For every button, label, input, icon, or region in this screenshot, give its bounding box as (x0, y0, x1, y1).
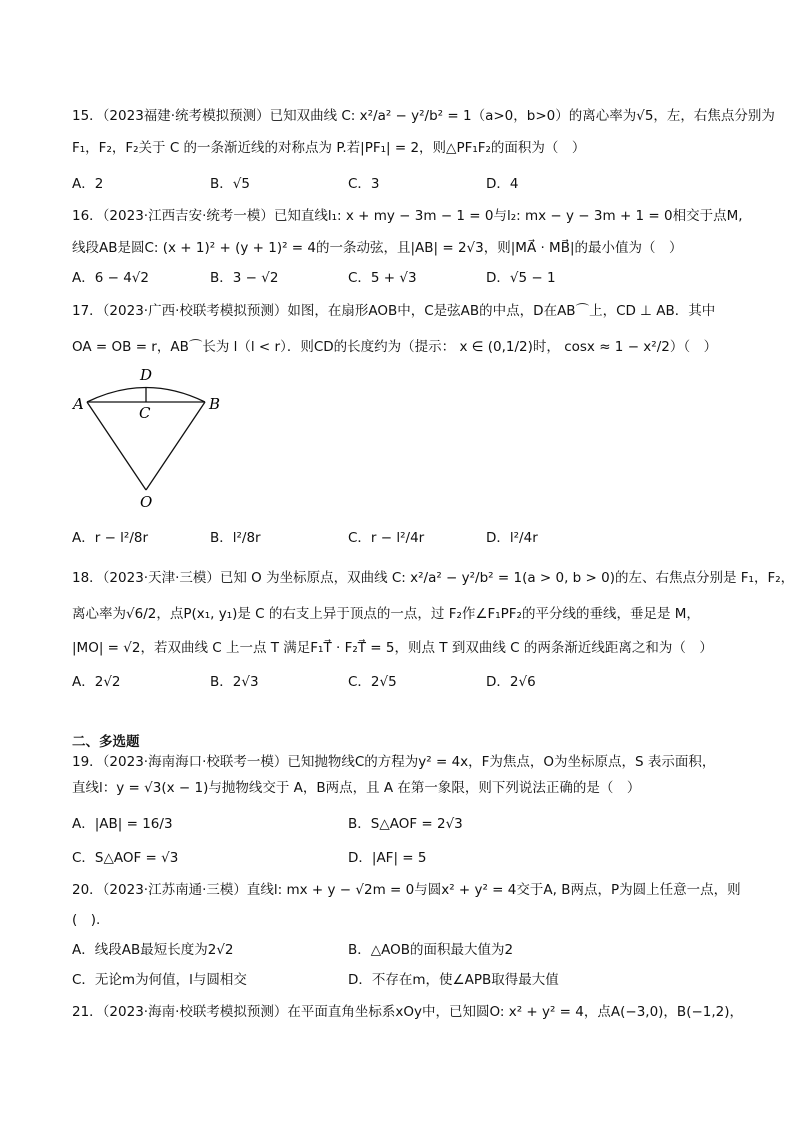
q15-line-1: 15．（2023福建·统考模拟预测）已知双曲线 C: x²/a² − y²/b² = 1（a>0，b>0）的离心率为√5，左，右焦点分别为 (72, 108, 775, 124)
q18-option-b: B．2√3 (210, 674, 259, 690)
q16-line-1: 16．（2023·江西吉安·统考一模）已知直线l₁: x + my − 3m − 1 = 0与l₂: mx − y − 3m + 1 = 0相交于点M, (72, 208, 743, 224)
q16-line-2: 线段AB是圆C: (x + 1)² + (y + 1)² = 4的一条动弦，且|AB| = 2√3，则|MA⃗ · MB⃗|的最小值为（ ） (72, 240, 683, 256)
q17-option-a: A．r − l²/8r (72, 530, 149, 546)
radius-ob (146, 402, 205, 490)
q18-line-1: 18．（2023·天津·三模）已知 O 为坐标原点，双曲线 C: x²/a² − y²/b² = 1(a > 0, b > 0)的左、右焦点分别是 F₁，F₂， (72, 570, 794, 586)
q15-option-b: B．√5 (210, 176, 250, 192)
q19-line-1: 19．（2023·海南海口·校联考一模）已知抛物线C的方程为y² = 4x，F为焦点，O为坐标原点，S 表示面积， (72, 754, 716, 770)
q20-option-a: A．线段AB最短长度为2√2 (72, 942, 234, 958)
point-a-label: A (73, 395, 84, 413)
q17-option-c: C．r − l²/4r (348, 530, 425, 546)
point-c-label: C (139, 404, 151, 422)
q18-option-d: D．2√6 (486, 674, 536, 690)
q16-option-b: B．3 − √2 (210, 270, 279, 286)
q20-option-b: B．△AOB的面积最大值为2 (348, 942, 514, 958)
q20-line-1: 20．（2023·江苏南通·三模）直线l: mx + y − √2m = 0与圆x² + y² = 4交于A, B两点，P为圆上任意一点，则 (72, 882, 741, 898)
q19-option-c: C．S△AOF = √3 (72, 850, 179, 866)
sector-figure (60, 358, 240, 518)
point-o-label: O (140, 493, 153, 511)
q15-line-2: F₁，F₂，F₂关于 C 的一条渐近线的对称点为 P.若|PF₁| = 2，则△PF₁F₂的面积为（ ） (72, 140, 586, 156)
q20-option-c: C．无论m为何值，l与圆相交 (72, 972, 247, 988)
q19-option-b: B．S△AOF = 2√3 (348, 816, 463, 832)
q20-line-2: ( ). (72, 912, 101, 928)
q15-option-a: A．2 (72, 176, 104, 192)
q18-line-2: 离心率为√6/2，点P(x₁, y₁)是 C 的右支上异于顶点的一点，过 F₂作∠F₁PF₂的平分线的垂线，垂足是 M， (72, 606, 700, 622)
q17-line-2: OA = OB = r，AB⌒长为 l（l < r）．则CD的长度约为（提示： x ∈ (0,1/2)时， cosx ≈ 1 − x²/2）（ ） (72, 339, 718, 355)
q19-line-2: 直线l：y = √3(x − 1)与抛物线交于 A，B两点，且 A 在第一象限，则下列说法正确的是（ ） (72, 780, 641, 796)
point-d-label: D (140, 366, 153, 384)
q17-option-d: D．l²/4r (486, 530, 538, 546)
q17-option-b: B．l²/8r (210, 530, 261, 546)
q16-option-c: C．5 + √3 (348, 270, 417, 286)
q20-option-d: D．不存在m，使∠APB取得最大值 (348, 972, 559, 988)
q19-option-a: A．|AB| = 16/3 (72, 816, 173, 832)
q16-option-a: A．6 − 4√2 (72, 270, 149, 286)
radius-oa (87, 402, 146, 490)
q21-line-1: 21．（2023·海南·校联考模拟预测）在平面直角坐标系xOy中，已知圆O: x² + y² = 4，点A(−3,0)，B(−1,2)， (72, 1004, 744, 1020)
point-b-label: B (209, 395, 221, 413)
section-heading-multiple-choice: 二、多选题 (72, 734, 140, 750)
q18-option-a: A．2√2 (72, 674, 121, 690)
q17-line-1: 17．（2023·广西·校联考模拟预测）如图，在扇形AOB中，C是弦AB的中点，D在AB⌒上，CD ⊥ AB．其中 (72, 303, 716, 319)
q15-option-d: D．4 (486, 176, 519, 192)
q18-option-c: C．2√5 (348, 674, 397, 690)
q19-option-d: D．|AF| = 5 (348, 850, 427, 866)
q16-option-d: D．√5 − 1 (486, 270, 556, 286)
q15-option-c: C．3 (348, 176, 380, 192)
q18-line-3: |MO| = √2，若双曲线 C 上一点 T 满足F₁T⃗ · F₂T⃗ = 5，则点 T 到双曲线 C 的两条渐近线距离之和为（ ） (72, 640, 713, 656)
